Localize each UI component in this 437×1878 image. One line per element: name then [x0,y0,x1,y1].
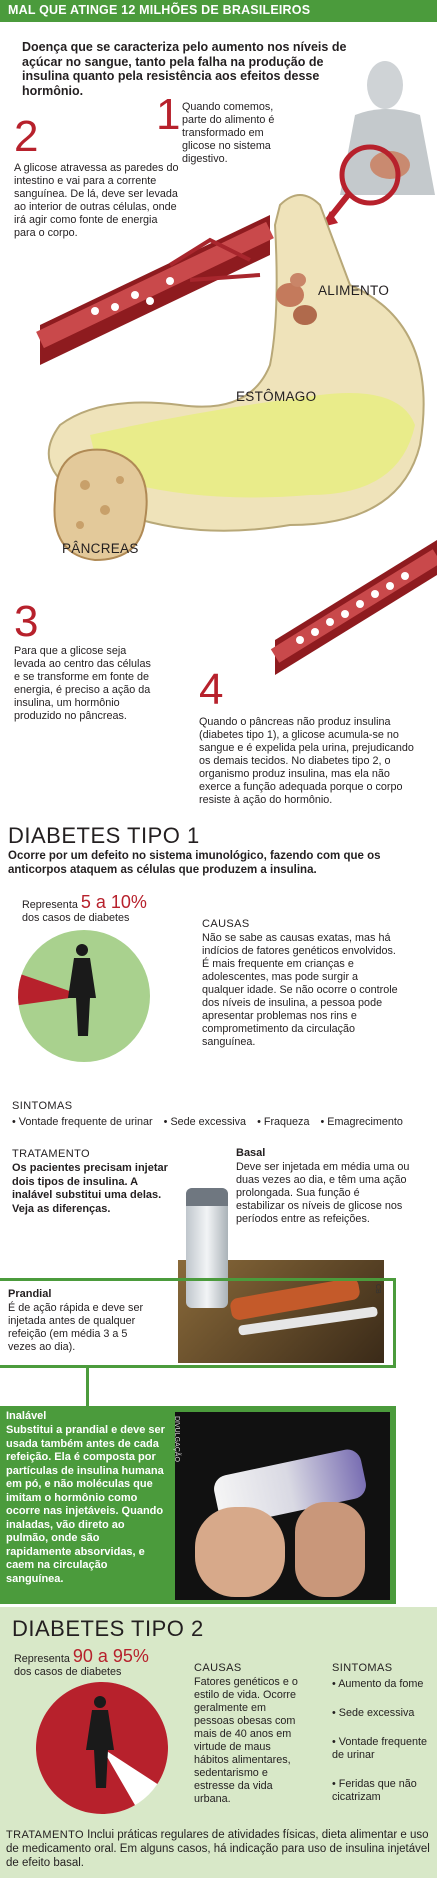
type2-treatment [6,1828,431,1870]
type2-symptoms-title: SINTOMAS [332,1662,393,1674]
type1-symptoms-title: SINTOMAS [12,1100,73,1112]
type1-title: DIABETES TIPO 1 [8,823,200,848]
type2-represents-label [14,1646,149,1666]
type1-treatment-text: Os pacientes precisam injetar dois tipos de insulina. A inalável substitui uma delas. Veja as diferenças. [12,1162,168,1215]
type1-symptom-item: • Vontade frequente de urinar [12,1116,153,1128]
type2-represents-suffix: dos casos de diabetes [14,1666,122,1678]
type1-represents-suffix: dos casos de diabetes [22,912,130,924]
header-title: MAL QUE ATINGE 12 MILHÕES DE BRASILEIROS [8,3,311,17]
label-alimento: ALIMENTO [318,283,390,298]
type2-treatment-text: Inclui práticas regulares de atividades físicas, dieta alimentar e uso de medicamento oral. Em alguns casos, há indicação para uso de insulina injetável de efeito basal. [6,1829,430,1869]
type2-symptom-item: • Aumento da fome [332,1678,424,1690]
type2-symptom-item: • Feridas que não cicatrizam [332,1778,417,1803]
step-2-number: 2 [14,112,39,161]
basal-text: Deve ser injetada em média uma ou duas vezes ao dia, e têm uma ação prolongada. Sua função é estabilizar os níveis de glicose nos períodos entre as refeições. [236,1161,410,1225]
connector-line [86,1368,89,1406]
type1-represents-word: Representa [22,899,78,911]
type1-symptoms-list [12,1116,432,1129]
type2-represents-word: Representa [14,1653,70,1665]
type1-share-circle [16,928,152,1064]
type1-causes-text: Não se sabe as causas exatas, mas há indícios de fatores genéticos envolvidos. É mais frequente em crianças e adolescentes, mas pode surgir a qualquer idade. Se não ocorre o controle dos níveis de insulina, a pessoa pode apresentar problemas nos rins e comprometimento da circulação sanguínea. [202,932,398,1048]
step-3-number: 3 [14,597,39,646]
type1-symptom-item: • Fraqueza [257,1116,310,1128]
type1-symptom-item: • Emagrecimento [320,1116,403,1128]
type2-represents-value: 90 a 95% [72,1646,149,1666]
inhalable-title: Inalável [6,1410,47,1422]
step-4-text: Quando o pâncreas não produz insulina (diabetes tipo 1), a glicose acumula-se no sangue e é expelida pela urina, prejudicando os demais tecidos. No diabetes tipo 2, o organismo produz insulina, mas ela não exerce a função adequada porque o corpo resiste à ação do hormônio. [199,716,414,806]
photo-credit-2: DIVULGAÇÃO [173,1416,180,1462]
type2-symptom-item: • Vontade frequente de urinar [332,1736,428,1761]
photo-credit-1: CB [374,1284,381,1294]
type2-causes-text: Fatores genéticos e o estilo de vida. Ocorre geralmente em pessoas obesas com mais de 40 anos em virtude de maus hábitos alimentares, sedentarismo e estresse da vida urbana. [194,1676,298,1805]
prandial-text: É de ação rápida e deve ser injetada antes de qualquer refeição (em média 3 a 5 vezes ao dia). [8,1302,144,1353]
step-1-text: Quando comemos, parte do alimento é transformado em glicose no sistema digestivo. [182,101,275,165]
type2-treatment-title: TRATAMENTO [6,1829,84,1841]
type1-symptom-item: • Sede excessiva [163,1116,247,1128]
inhaler-photo [175,1412,390,1600]
basal-title: Basal [236,1147,266,1159]
blood-vessel-lower [275,540,437,670]
type1-causes-title: CAUSAS [202,918,250,930]
step-1-number: 1 [156,90,181,139]
header-bar [0,0,437,22]
inhalable-text: Substitui a prandial e deve ser usada também antes de cada refeição. Ela é composta por partículas de insulina humana em pó, e não moléculas que imitam o hormônio como ocorre nas injetáveis. Quando inaladas, vão direto ao pulmão, onde são rapidamente absorvidas, e caem na circulação sanguínea. [6,1424,165,1585]
type2-causes-title: CAUSAS [194,1662,242,1674]
type1-treatment-title: TRATAMENTO [12,1148,90,1160]
prandial-title: Prandial [8,1288,52,1300]
step-4-number: 4 [199,665,224,714]
type2-symptom-item: • Sede excessiva [332,1707,415,1719]
type1-represents-label [22,892,147,912]
type1-represents-value: 5 a 10% [80,892,147,912]
label-pancreas: PÂNCREAS [62,541,139,556]
type2-title: DIABETES TIPO 2 [12,1616,204,1641]
type2-symptoms-list [332,1678,434,1804]
label-estomago: ESTÔMAGO [236,389,317,404]
intro-text: Doença que se caracteriza pelo aumento nos níveis de açúcar no sangue, tanto pela falha na produção de insulina quanto pela resistência aos efeitos desse hormônio. [22,40,347,98]
step-3-text: Para que a glicose seja levada ao centro das células e se transforme em fonte de energia, é preciso a ação da insulina, um hormônio produzido no pâncreas. [14,645,151,722]
step-2-text: A glicose atravessa as paredes do intestino e vai para a corrente sanguínea. De lá, deve ser levada ao interior de outras células, onde irá agir como fonte de energia para o corpo. [14,162,179,239]
type2-share-circle [34,1680,170,1816]
type1-subtitle: Ocorre por um defeito no sistema imunológico, fazendo com que os anticorpos ataquem as células que produzem a insulina. [8,850,381,876]
